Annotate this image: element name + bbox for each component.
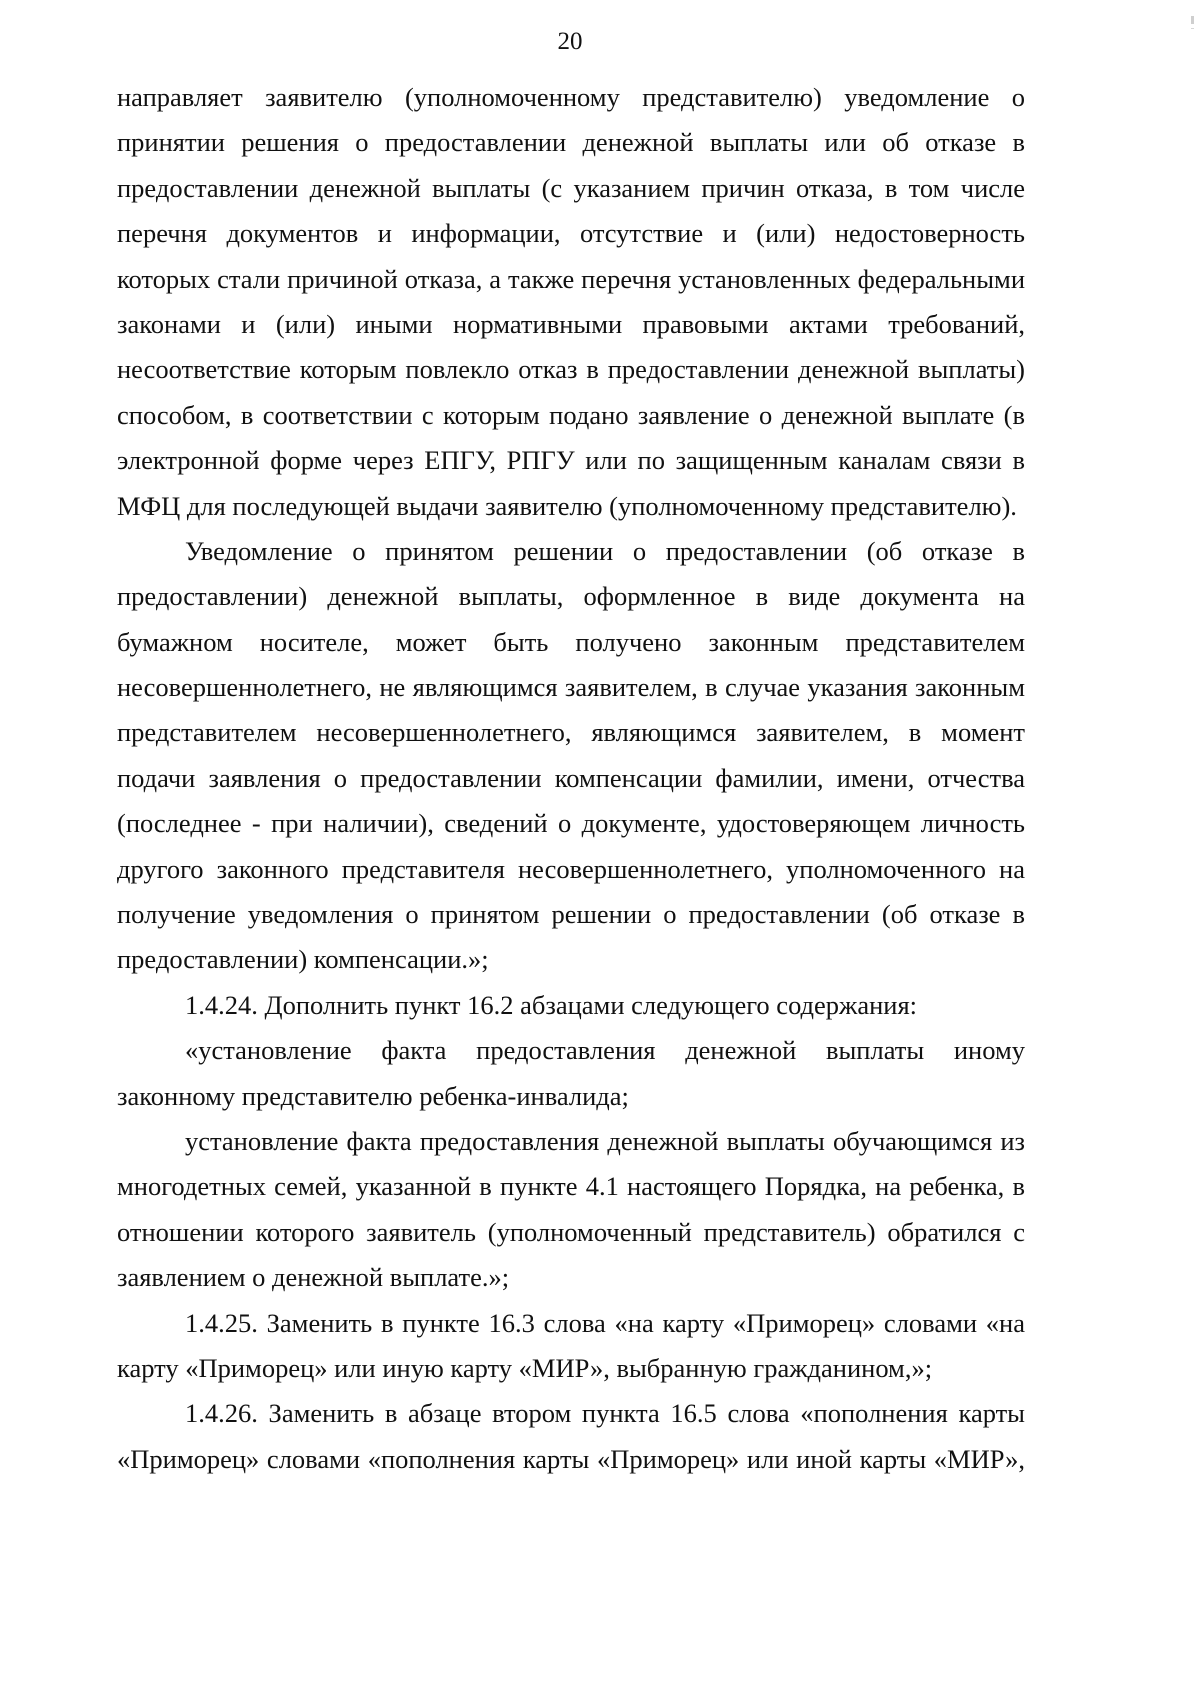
text-line: законами и (или) иными нормативными правовыми актами требований,: [117, 308, 1025, 339]
text-line: заявлением о денежной выплате.»;: [117, 1262, 510, 1293]
paragraph-first-line: Уведомление о принятом решении о предоставлении (об отказе в: [185, 535, 1025, 566]
paragraph-first-line: установление факта предоставления денежной выплаты обучающимся из: [185, 1125, 1025, 1156]
text-line: многодетных семей, указанной в пункте 4.1 настоящего Порядка, на ребенка, в: [117, 1171, 1025, 1202]
text-line: получение уведомления о принятом решении о предоставлении (об отказе в: [117, 899, 1025, 930]
text-line: перечня документов и информации, отсутствие и (или) недостоверность: [117, 218, 1025, 249]
text-line: представителем несовершеннолетнего, являющимся заявителем, в момент: [117, 717, 1025, 748]
text-line: (последнее - при наличии), сведений о документе, удостоверяющем личность: [117, 808, 1025, 839]
page-number: 20: [557, 28, 583, 55]
text-line: другого законного представителя несовершеннолетнего, уполномоченного на: [117, 853, 1025, 884]
text-line: бумажном носителе, может быть получено законным представителем: [117, 626, 1025, 657]
text-line: подачи заявления о предоставлении компенсации фамилии, имени, отчества: [117, 762, 1025, 793]
text-line: предоставлении денежной выплаты (с указанием причин отказа, в том числе: [117, 172, 1025, 203]
text-line: карту «Приморец» или иную карту «МИР», выбранную гражданином,»;: [117, 1352, 933, 1383]
document-body: [117, 75, 1025, 1482]
text-line: электронной форме через ЕПГУ, РПГУ или по защищенным каналам связи в: [117, 445, 1025, 476]
text-line: предоставлении) компенсации.»;: [117, 944, 489, 975]
text-line: которых стали причиной отказа, а также перечня установленных федеральными: [117, 263, 1025, 294]
text-line: предоставлении) денежной выплаты, оформленное в виде документа на: [117, 581, 1025, 612]
paragraph-first-line: «установление факта предоставления денежной выплаты иному: [185, 1035, 1025, 1066]
text-line: несовершеннолетнего, не являющимся заявителем, в случае указания законным: [117, 672, 1025, 703]
text-line: несоответствие которым повлекло отказ в предоставлении денежной выплаты): [117, 354, 1025, 385]
paragraph-first-line: 1.4.25. Заменить в пункте 16.3 слова «на карту «Приморец» словами «на: [185, 1307, 1025, 1338]
paragraph-first-line: 1.4.26. Заменить в абзаце втором пункта 16.5 слова «пополнения карты: [185, 1398, 1025, 1429]
paragraph-first-line: 1.4.24. Дополнить пункт 16.2 абзацами следующего содержания:: [185, 989, 918, 1020]
text-line: МФЦ для последующей выдачи заявителю (уполномоченному представителю).: [117, 490, 1017, 521]
scan-artifact-mark: [1191, 16, 1194, 24]
text-line: отношении которого заявитель (уполномоченный представитель) обратился с: [117, 1216, 1025, 1247]
text-line: направляет заявителю (уполномоченному представителю) уведомление о: [117, 82, 1025, 112]
text-line: способом, в соответствии с которым подано заявление о денежной выплате (в: [117, 399, 1025, 430]
scan-artifact-mark: [1191, 28, 1194, 29]
text-line: «Приморец» словами «пополнения карты «Приморец» или иной карты «МИР»,: [117, 1443, 1025, 1474]
text-line: принятии решения о предоставлении денежной выплаты или об отказе в: [117, 127, 1025, 158]
text-line: законному представителю ребенка-инвалида;: [117, 1080, 629, 1111]
